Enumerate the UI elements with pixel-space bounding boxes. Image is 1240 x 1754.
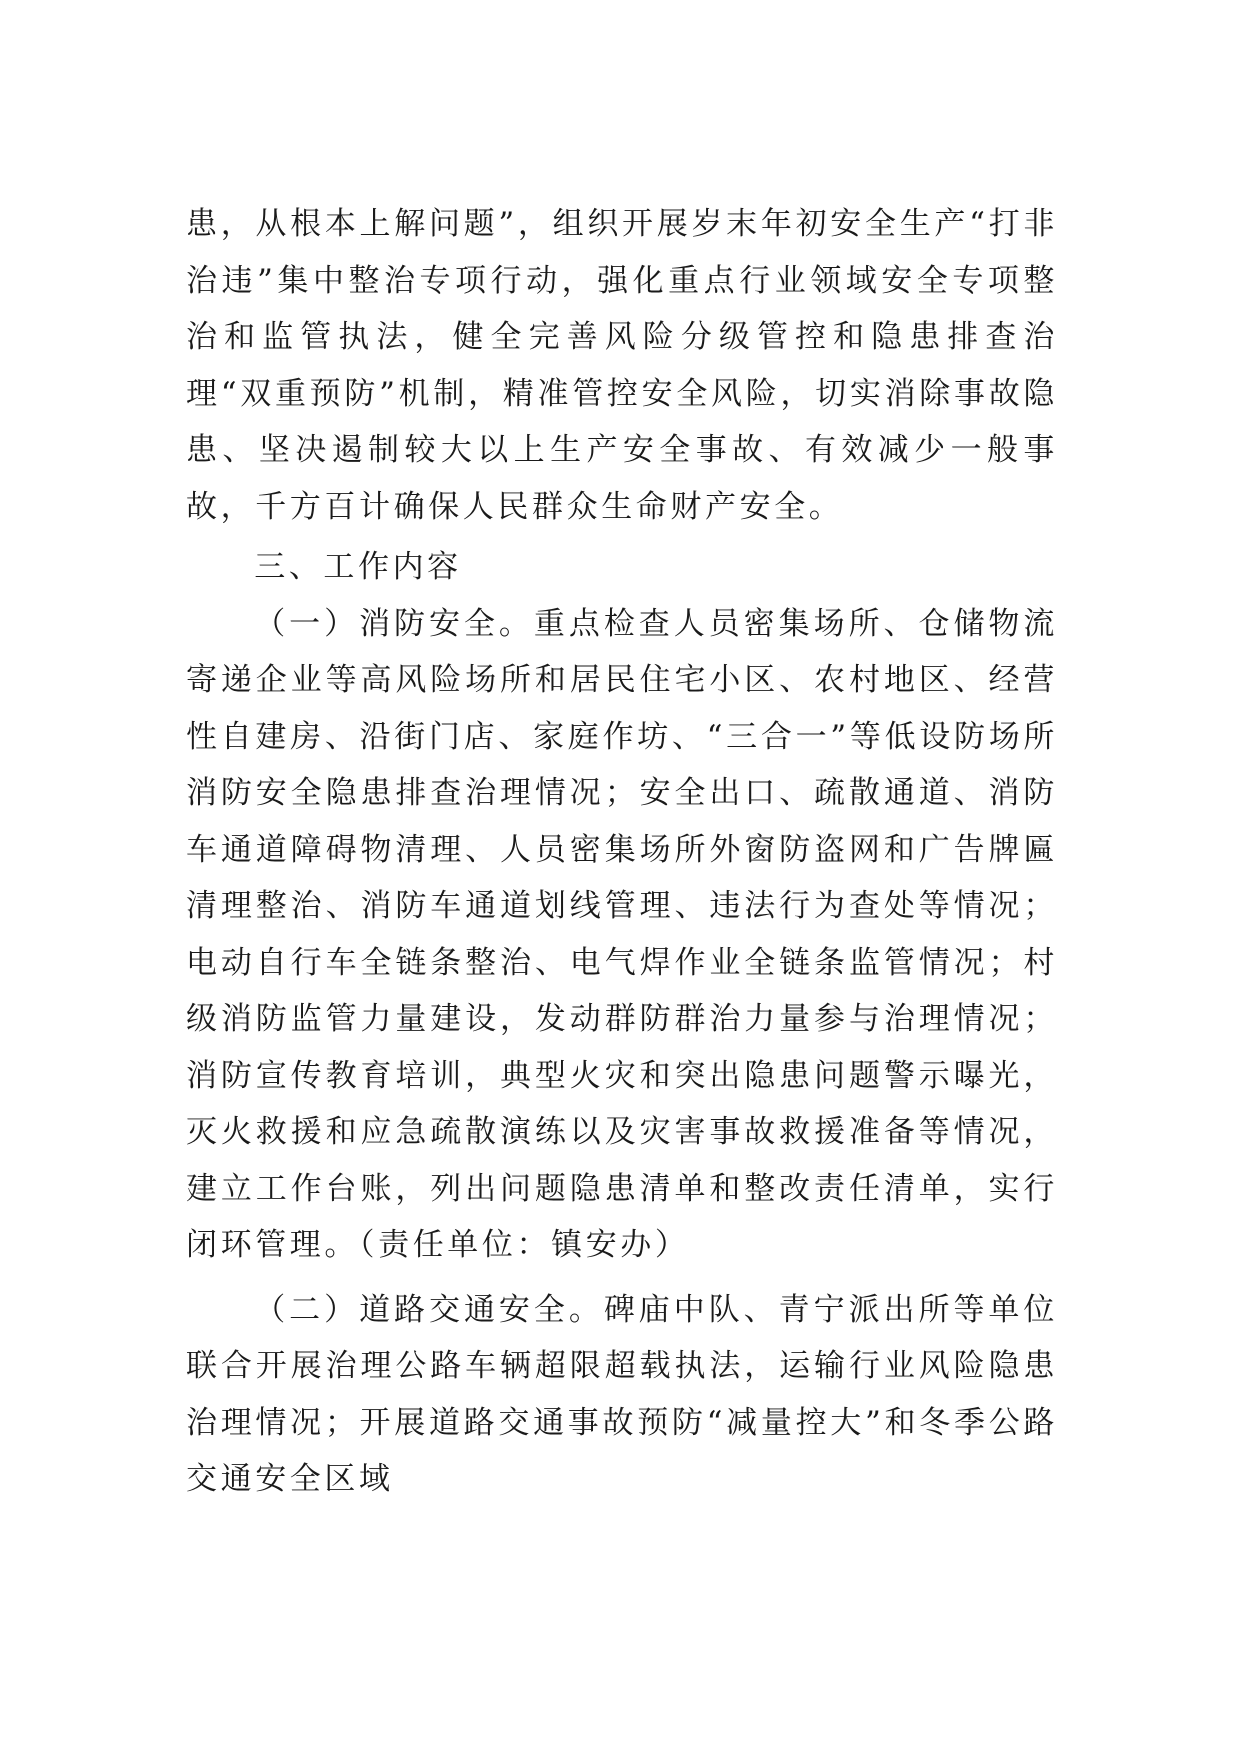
document-body (186, 196, 1058, 1508)
paragraph-fire-safety: （一）消防安全。重点检查人员密集场所、仓储物流寄递企业等高风险场所和居民住宅小区、农村地区、经营性自建房、沿街门店、家庭作坊、“三合一”等低设防场所消防安全隐患排查治理情况；安全出口、疏散通道、消防车通道障碍物清理、人员密集场所外窗防盗网和广告牌匾清理整治、消防车通道划线管理、违法行为查处等情况；电动自行车全链条整治、电气焊作业全链条监管情况；村级消防监管力量建设，发动群防群治力量参与治理情况；消防宣传教育培训，典型火灾和突出隐患问题警示曝光，灭火救援和应急疏散演练以及灾害事故救援准备等情况，建立工作台账，列出问题隐患清单和整改责任清单，实行闭环管理。（责任单位：镇安办） (186, 605, 1058, 1263)
section-heading-work-content: 三、工作内容 (254, 549, 462, 585)
paragraph-objective-continued: 患，从根本上解问题”，组织开展岁末年初安全生产“打非治违”集中整治专项行动，强化重点行业领域安全专项整治和监管执法，健全完善风险分级管控和隐患排查治理“双重预防”机制，精准管控安全风险，切实消除事故隐患、坚决遏制较大以上生产安全事故、有效减少一般事故，千方百计确保人民群众生命财产安全。 (186, 206, 1058, 525)
paragraph-road-traffic-safety: （二）道路交通安全。碑庙中队、青宁派出所等单位联合开展治理公路车辆超限超载执法，运输行业风险隐患治理情况；开展道路交通事故预防“减量控大”和冬季公路交通安全区域 (186, 1291, 1058, 1497)
